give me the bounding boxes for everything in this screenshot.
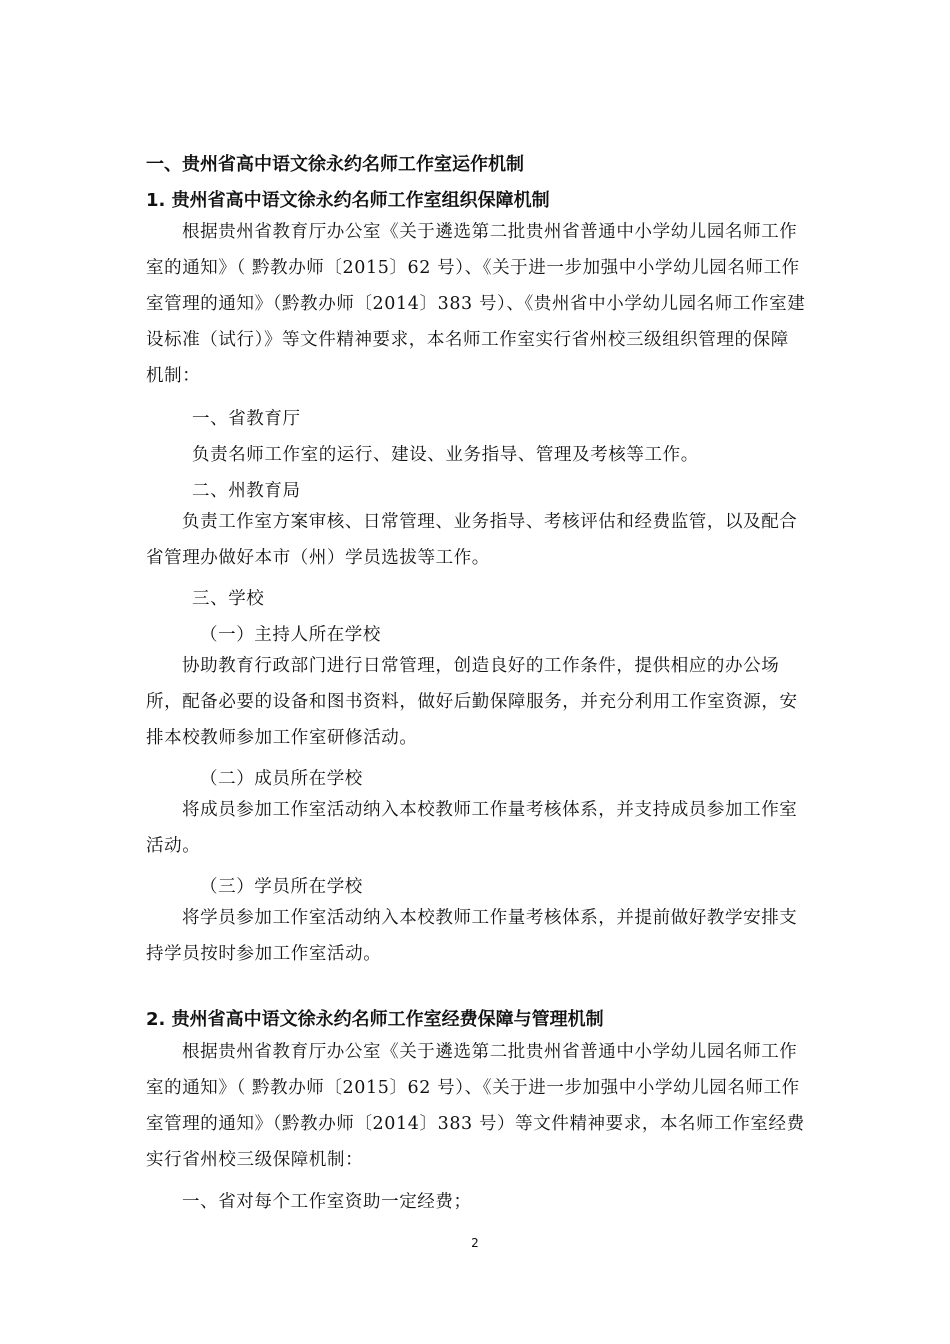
section2-title: 2. 贵州省高中语文徐永约名师工作室经费保障与管理机制 <box>146 1009 604 1030</box>
page-number: 2 <box>471 1236 479 1250</box>
section1-intro: 根据贵州省教育厅办公室《关于遴选第二批贵州省普通中小学幼儿园名师工作室的通知》（ 黔教办师〔2015〕62 号）、《关于进一步加强中小学幼儿园名师工作室管理的通知》（黔教办师〔2014〕383 号）、《贵州省中小学幼儿园名师工作室建设标准（试行）》等文件精神要求，本名师工作室实行省州校三级组织管理的保障机制： <box>146 222 806 386</box>
section2-intro: 根据贵州省教育厅办公室《关于遴选第二批贵州省普通中小学幼儿园名师工作室的通知》（ 黔教办师〔2015〕62 号）、《关于进一步加强中小学幼儿园名师工作室管理的通知》（黔教办师〔2014〕383 号）等文件精神要求，本名师工作室经费实行省州校三级保障机制： <box>146 1042 805 1170</box>
section1-title: 1. 贵州省高中语文徐永约名师工作室组织保障机制 <box>146 190 550 211</box>
province-title: 一、省教育厅 <box>192 409 301 429</box>
state-title: 二、州教育局 <box>192 481 301 501</box>
school-title: 三、学校 <box>192 589 265 609</box>
member-school-title: （二）成员所在学校 <box>200 769 363 789</box>
host-school-title: （一）主持人所在学校 <box>200 625 381 645</box>
province-text: 负责名师工作室的运行、建设、业务指导、管理及考核等工作。 <box>192 445 699 465</box>
state-text: 负责工作室方案审核、日常管理、业务指导、考核评估和经费监管，以及配合省管理办做好本市（州）学员选拔等工作。 <box>146 512 798 568</box>
trainee-school-title: （三）学员所在学校 <box>200 877 363 897</box>
section2-item1: 一、省对每个工作室资助一定经费； <box>182 1192 472 1212</box>
host-school-text: 协助教育行政部门进行日常管理，创造良好的工作条件，提供相应的办公场所，配备必要的设备和图书资料，做好后勤保障服务，并充分利用工作室资源，安排本校教师参加工作室研修活动。 <box>146 656 798 748</box>
trainee-school-text: 将学员参加工作室活动纳入本校教师工作量考核体系，并提前做好教学安排支持学员按时参加工作室活动。 <box>146 908 798 964</box>
member-school-text: 将成员参加工作室活动纳入本校教师工作量考核体系，并支持成员参加工作室活动。 <box>146 800 798 856</box>
main-heading: 一、贵州省高中语文徐永约名师工作室运作机制 <box>146 154 524 175</box>
